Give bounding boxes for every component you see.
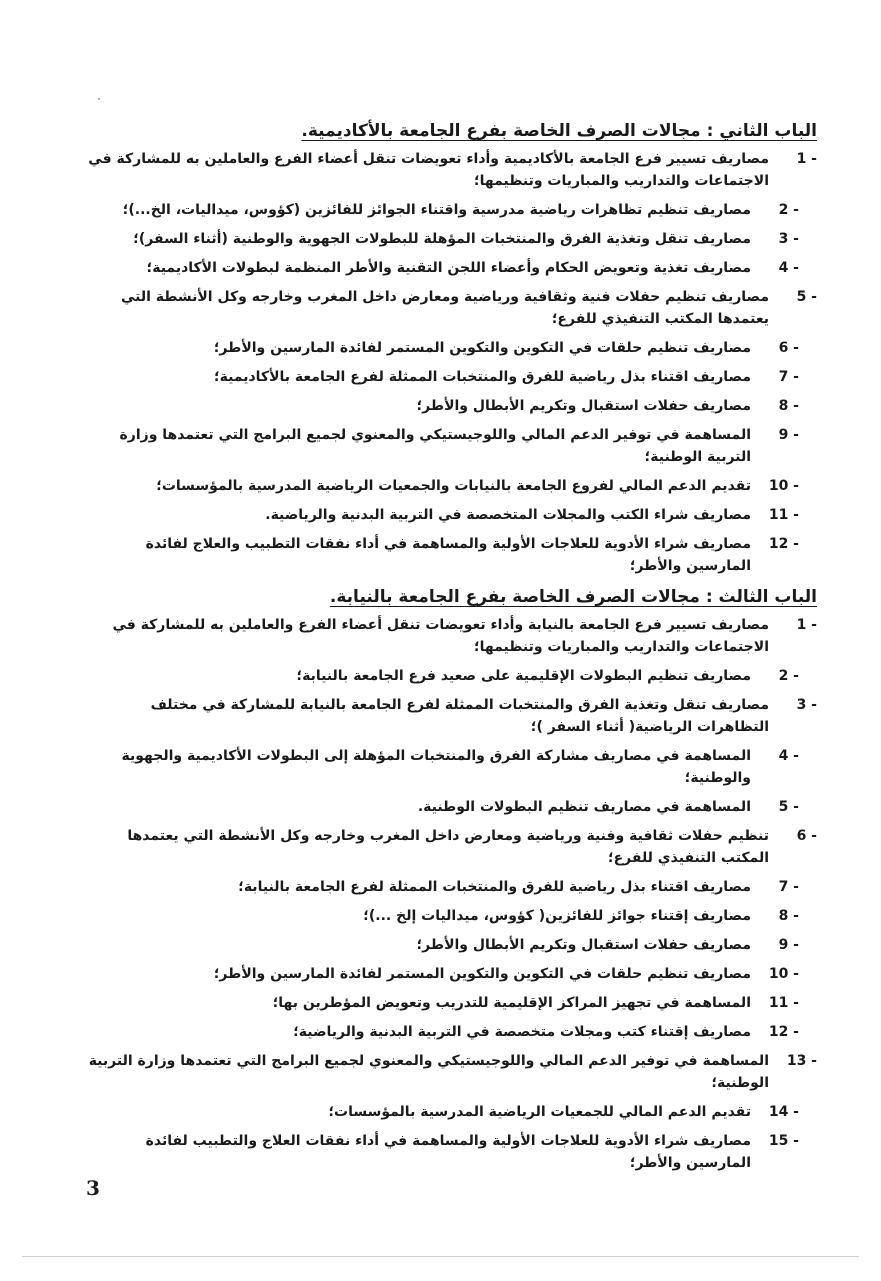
item-text: مصاريف تنظيم حلقات في التكوين والتكوين المستمر لفائدة المارسين والأطر؛ — [213, 966, 751, 982]
list-item — [80, 286, 817, 330]
list-item — [80, 934, 817, 956]
section-title-chapter-3: الباب الثالث : مجالات الصرف الخاصة بفرع الجامعة بالنيابة. — [329, 587, 817, 607]
page-bottom-edge — [22, 1256, 859, 1257]
section-title-chapter-2: الباب الثاني : مجالات الصرف الخاصة بفرع الجامعة بالأكاديمية. — [301, 121, 817, 141]
item-number: 1 - — [796, 151, 817, 167]
item-text: مصاريف شراء الكتب والمجلات المتخصصة في التربية البدنية والرياضية. — [265, 507, 751, 523]
item-number: 7 - — [778, 879, 799, 895]
list-item — [80, 1021, 817, 1043]
item-text: مصاريف شراء الأدوية للعلاجات الأولية والمساهمة في أداء نفقات التطبيب والعلاج لفائدة المارسين والأطر؛ — [145, 536, 751, 574]
item-text: تقديم الدعم المالي لفروع الجامعة بالنيابات والجمعيات الرياضية المدرسية بالمؤسسات؛ — [156, 478, 751, 494]
list-item — [80, 148, 817, 192]
list-item — [80, 876, 817, 898]
list-item — [80, 1130, 817, 1174]
list-item — [80, 825, 817, 869]
item-text: مصاريف تنظيم حفلات فنية وثقافية ورياضية ومعارض داخل المغرب وخارجه وكل الأنشطة التي يعتمدها المكتب التنفيذي للفرع؛ — [120, 289, 769, 327]
section-list-chapter-3 — [80, 614, 817, 1174]
item-number: 11 - — [768, 995, 799, 1011]
list-item — [80, 963, 817, 985]
list-item — [80, 796, 817, 818]
item-text: مصاريف تغذية وتعويض الحكام وأعضاء اللجن التقنية والأطر المنظمة لبطولات الأكاديمية؛ — [146, 260, 751, 276]
item-text: مصاريف تسيير فرع الجامعة بالنيابة وأداء تعويضات تنقل أعضاء الفرع والعاملين به للمشاركة في الاجتماعات والتداريب والمباريات وتنظيمها؛ — [112, 617, 769, 655]
list-item — [80, 1050, 817, 1094]
item-number: 13 - — [786, 1053, 817, 1069]
item-number: 5 - — [778, 799, 799, 815]
item-number: 3 - — [796, 697, 817, 713]
item-text: مصاريف إقتناء جوائز للفائزين( كؤوس، ميداليات إلخ ...)؛ — [363, 908, 751, 924]
list-item — [80, 395, 817, 417]
item-number: 9 - — [778, 427, 799, 443]
list-item — [80, 665, 817, 687]
item-text: المساهمة في توفير الدعم المالي واللوجيستيكي والمعنوي لجميع البرامج التي تعتمدها وزارة التربية الوطنية؛ — [88, 1053, 769, 1091]
item-text: المساهمة في مصاريف مشاركة الفرق والمنتخبات المؤهلة إلى البطولات الأكاديمية والجهوية والوطنية؛ — [121, 748, 751, 786]
item-number: 8 - — [778, 398, 799, 414]
page-number: 3 — [86, 1176, 100, 1200]
document-body — [80, 118, 817, 1181]
item-text: مصاريف تنظيم تظاهرات رياضية مدرسية واقتناء الجوائز للفائزين (كؤوس، ميداليات، الخ...)؛ — [122, 202, 751, 218]
item-text: مصاريف تنظيم البطولات الإقليمية على صعيد فرع الجامعة بالنيابة؛ — [296, 668, 751, 684]
item-text: المساهمة في تجهيز المراكز الإقليمية للتدريب وتعويض المؤطرين بها؛ — [272, 995, 751, 1011]
list-item — [80, 533, 817, 577]
item-number: 4 - — [778, 260, 799, 276]
list-item — [80, 475, 817, 497]
list-item — [80, 694, 817, 738]
item-number: 7 - — [778, 369, 799, 385]
item-text: المساهمة في مصاريف تنظيم البطولات الوطنية. — [417, 799, 751, 815]
item-number: 4 - — [778, 748, 799, 764]
list-item — [80, 337, 817, 359]
item-text: مصاريف إقتناء كتب ومجلات متخصصة في التربية البدنية والرياضية؛ — [293, 1024, 751, 1040]
item-number: 12 - — [768, 536, 799, 552]
item-text: مصاريف تنظيم حلقات في التكوين والتكوين المستمر لفائدة المارسين والأطر؛ — [213, 340, 751, 356]
item-text: مصاريف تنقل وتغذية الفرق والمنتخبات المؤهلة للبطولات الجهوية والوطنية (أثناء السفر)؛ — [133, 231, 751, 247]
item-text: مصاريف اقتناء بذل رياضية للفرق والمنتخبات الممثلة لفرع الجامعة بالنيابة؛ — [238, 879, 751, 895]
item-number: 8 - — [778, 908, 799, 924]
scan-speck — [98, 98, 100, 100]
item-number: 10 - — [768, 966, 799, 982]
item-text: المساهمة في توفير الدعم المالي واللوجيستيكي والمعنوي لجميع البرامج التي تعتمدها وزارة التربية الوطنية؛ — [119, 427, 751, 465]
item-number: 9 - — [778, 937, 799, 953]
list-item — [80, 992, 817, 1014]
list-item — [80, 745, 817, 789]
list-item — [80, 905, 817, 927]
item-number: 3 - — [778, 231, 799, 247]
item-text: تنظيم حفلات ثقافية وفنية ورياضية ومعارض داخل المغرب وخارجه وكل الأنشطة التي يعتمدها المكتب التنفيذي للفرع؛ — [127, 828, 769, 866]
item-text: تقديم الدعم المالي للجمعيات الرياضية المدرسية بالمؤسسات؛ — [328, 1104, 751, 1120]
item-number: 2 - — [778, 668, 799, 684]
item-number: 10 - — [768, 478, 799, 494]
item-text: مصاريف تسيير فرع الجامعة بالأكاديمية وأداء تعويضات تنقل أعضاء الفرع والعاملين به للمشاركة في الاجتماعات والتداريب والمباريات وتنظيمها؛ — [88, 151, 769, 189]
list-item — [80, 504, 817, 526]
list-item — [80, 228, 817, 250]
item-text: مصاريف اقتناء بذل رياضية للفرق والمنتخبات الممثلة لفرع الجامعة بالأكاديمية؛ — [214, 369, 751, 385]
list-item — [80, 366, 817, 388]
list-item — [80, 614, 817, 658]
item-number: 1 - — [796, 617, 817, 633]
item-text: مصاريف حفلات استقبال وتكريم الأبطال والأطر؛ — [416, 398, 751, 414]
item-number: 2 - — [778, 202, 799, 218]
item-text: مصاريف حفلات استقبال وتكريم الأبطال والأطر؛ — [416, 937, 751, 953]
item-text: مصاريف تنقل وتغذية الفرق والمنتخبات الممثلة لفرع الجامعة بالنيابة للمشاركة في مختلف التظاهرات الرياضية( أثناء السفر )؛ — [150, 697, 769, 735]
item-text: مصاريف شراء الأدوية للعلاجات الأولية والمساهمة في أداء نفقات العلاج والتطبيب لفائدة المارسين والأطر؛ — [145, 1133, 751, 1171]
item-number: 15 - — [768, 1133, 799, 1149]
item-number: 11 - — [768, 507, 799, 523]
item-number: 14 - — [768, 1104, 799, 1120]
list-item — [80, 424, 817, 468]
item-number: 6 - — [778, 340, 799, 356]
list-item — [80, 1101, 817, 1123]
list-item — [80, 257, 817, 279]
item-number: 12 - — [768, 1024, 799, 1040]
section-list-chapter-2 — [80, 148, 817, 577]
list-item — [80, 199, 817, 221]
item-number: 6 - — [796, 828, 817, 844]
item-number: 5 - — [796, 289, 817, 305]
